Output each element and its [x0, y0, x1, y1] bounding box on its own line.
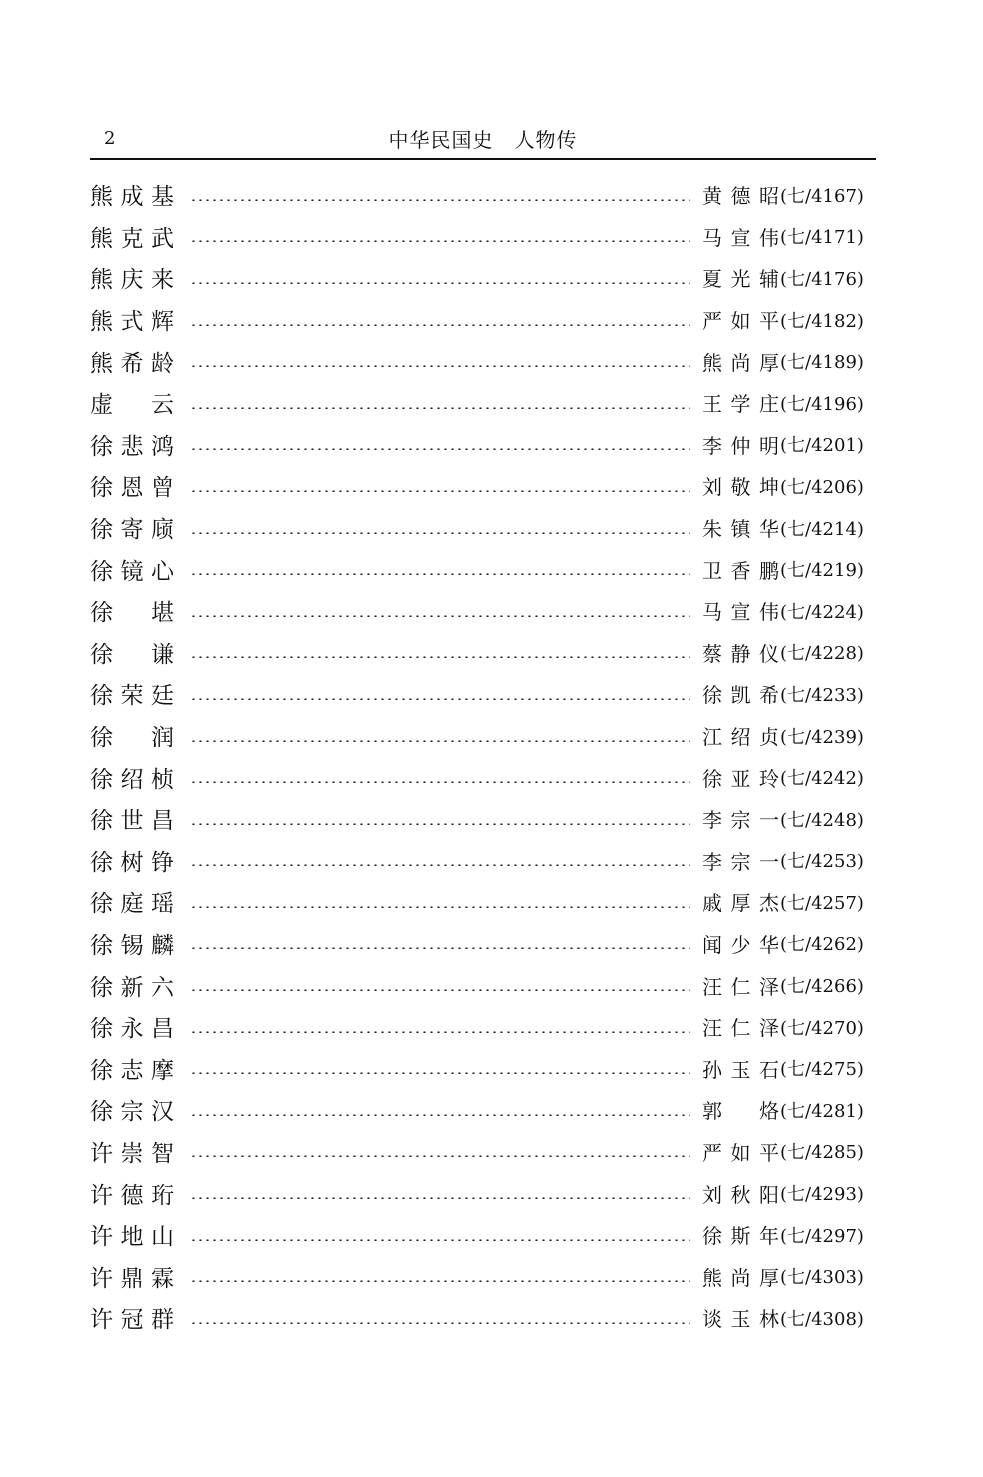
list-item: [90, 1172, 880, 1214]
author-name: 严如平: [702, 309, 780, 334]
dot-leader: [190, 1197, 690, 1199]
list-item: [90, 923, 880, 965]
list-item: [90, 715, 880, 757]
author-name: 戚厚杰: [702, 891, 780, 916]
volume-page-ref: (七/4275): [780, 1059, 864, 1081]
biography-subject: 徐 润: [90, 725, 174, 752]
biography-subject: 徐庭瑶: [90, 891, 174, 918]
biography-subject: 许地山: [90, 1224, 174, 1251]
biography-subject: 徐世昌: [90, 808, 174, 835]
volume-page-ref: (七/4253): [780, 851, 864, 873]
volume-page-ref: (七/4248): [780, 809, 864, 831]
list-item: [90, 1006, 880, 1048]
volume-page-ref: (七/4266): [780, 976, 864, 998]
author-name: 卫香鹏: [702, 558, 780, 583]
page-header: [90, 124, 876, 160]
author-name: 刘敬坤: [702, 475, 780, 500]
list-item: [90, 174, 880, 216]
author-name: 严如平: [702, 1140, 780, 1165]
list-item: [90, 424, 880, 466]
author-name: 马宣伟: [702, 600, 780, 625]
volume-page-ref: (七/4228): [780, 643, 864, 665]
list-item: [90, 1089, 880, 1131]
volume-page-ref: (七/4189): [780, 352, 864, 374]
list-item: [90, 1255, 880, 1297]
volume-page-ref: (七/4281): [780, 1100, 864, 1122]
list-item: [90, 632, 880, 674]
volume-page-ref: (七/4167): [780, 185, 864, 207]
dot-leader: [190, 656, 690, 658]
author-name: 黄德昭: [702, 184, 780, 209]
biography-subject: 许鼎霖: [90, 1265, 174, 1292]
dot-leader: [190, 407, 690, 409]
biography-subject: 熊希龄: [90, 350, 174, 377]
list-item: [90, 840, 880, 882]
dot-leader: [190, 1239, 690, 1241]
list-item: [90, 299, 880, 341]
list-item: [90, 964, 880, 1006]
list-item: [90, 507, 880, 549]
author-name: 汪仁泽: [702, 974, 780, 999]
biography-subject: 徐恩曾: [90, 475, 174, 502]
biography-subject: 徐锡麟: [90, 932, 174, 959]
author-name: 李宗一: [702, 849, 780, 874]
volume-page-ref: (七/4270): [780, 1017, 864, 1039]
dot-leader: [190, 240, 690, 242]
volume-page-ref: (七/4239): [780, 726, 864, 748]
volume-page-ref: (七/4303): [780, 1267, 864, 1289]
dot-leader: [190, 324, 690, 326]
author-name: 谈玉林: [702, 1307, 780, 1332]
author-name: 徐亚玲: [702, 766, 780, 791]
biography-subject: 徐 堪: [90, 600, 174, 627]
volume-page-ref: (七/4257): [780, 892, 864, 914]
author-name: 江绍贞: [702, 725, 780, 750]
volume-page-ref: (七/4214): [780, 518, 864, 540]
biography-subject: 徐荣廷: [90, 683, 174, 710]
biography-subject: 徐新六: [90, 974, 174, 1001]
dot-leader: [190, 989, 690, 991]
dot-leader: [190, 1280, 690, 1282]
author-name: 郭 烙: [702, 1099, 780, 1124]
dot-leader: [190, 1155, 690, 1157]
volume-page-ref: (七/4176): [780, 268, 864, 290]
dot-leader: [190, 615, 690, 617]
author-name: 汪仁泽: [702, 1016, 780, 1041]
list-item: [90, 548, 880, 590]
biography-subject: 徐永昌: [90, 1016, 174, 1043]
biography-subject: 徐志摩: [90, 1057, 174, 1084]
list-item: [90, 756, 880, 798]
biography-subject: 徐寄庼: [90, 517, 174, 544]
list-item: [90, 1131, 880, 1173]
biography-subject: 熊克武: [90, 225, 174, 252]
volume-page-ref: (七/4293): [780, 1184, 864, 1206]
biography-subject: 徐宗汉: [90, 1099, 174, 1126]
dot-leader: [190, 740, 690, 742]
list-item: [90, 216, 880, 258]
biography-subject: 徐悲鸿: [90, 433, 174, 460]
dot-leader: [190, 864, 690, 866]
dot-leader: [190, 698, 690, 700]
author-name: 蔡静仪: [702, 641, 780, 666]
biography-subject: 徐树铮: [90, 849, 174, 876]
author-name: 刘秋阳: [702, 1182, 780, 1207]
table-of-contents: [90, 174, 880, 1339]
dot-leader: [190, 282, 690, 284]
author-name: 徐斯年: [702, 1224, 780, 1249]
list-item: [90, 590, 880, 632]
volume-page-ref: (七/4171): [780, 227, 864, 249]
list-item: [90, 382, 880, 424]
dot-leader: [190, 1072, 690, 1074]
dot-leader: [190, 199, 690, 201]
dot-leader: [190, 365, 690, 367]
volume-page-ref: (七/4233): [780, 684, 864, 706]
biography-subject: 虚 云: [90, 392, 174, 419]
author-name: 李宗一: [702, 808, 780, 833]
dot-leader: [190, 490, 690, 492]
list-item: [90, 465, 880, 507]
biography-subject: 徐 谦: [90, 641, 174, 668]
biography-subject: 许德珩: [90, 1182, 174, 1209]
list-item: [90, 257, 880, 299]
biography-subject: 熊庆来: [90, 267, 174, 294]
volume-page-ref: (七/4224): [780, 601, 864, 623]
volume-page-ref: (七/4308): [780, 1308, 864, 1330]
dot-leader: [190, 823, 690, 825]
volume-page-ref: (七/4201): [780, 435, 864, 457]
list-item: [90, 340, 880, 382]
biography-subject: 熊成基: [90, 184, 174, 211]
dot-leader: [190, 532, 690, 534]
dot-leader: [190, 1322, 690, 1324]
biography-subject: 许冠群: [90, 1307, 174, 1334]
author-name: 夏光辅: [702, 267, 780, 292]
volume-page-ref: (七/4182): [780, 310, 864, 332]
volume-page-ref: (七/4206): [780, 476, 864, 498]
list-item: [90, 881, 880, 923]
dot-leader: [190, 906, 690, 908]
running-title: 中华民国史 人物传: [388, 128, 578, 152]
author-name: 马宣伟: [702, 225, 780, 250]
author-name: 徐凯希: [702, 683, 780, 708]
volume-page-ref: (七/4196): [780, 393, 864, 415]
biography-subject: 许崇智: [90, 1140, 174, 1167]
dot-leader: [190, 448, 690, 450]
volume-page-ref: (七/4242): [780, 768, 864, 790]
dot-leader: [190, 947, 690, 949]
author-name: 熊尚厚: [702, 350, 780, 375]
volume-page-ref: (七/4285): [780, 1142, 864, 1164]
list-item: [90, 1047, 880, 1089]
author-name: 孙玉石: [702, 1057, 780, 1082]
biography-subject: 熊式辉: [90, 309, 174, 336]
page-number: 2: [104, 128, 116, 149]
list-item: [90, 798, 880, 840]
dot-leader: [190, 1114, 690, 1116]
author-name: 闻少华: [702, 932, 780, 957]
author-name: 熊尚厚: [702, 1265, 780, 1290]
volume-page-ref: (七/4297): [780, 1225, 864, 1247]
biography-subject: 徐绍桢: [90, 766, 174, 793]
dot-leader: [190, 781, 690, 783]
dot-leader: [190, 1031, 690, 1033]
volume-page-ref: (七/4262): [780, 934, 864, 956]
list-item: [90, 1214, 880, 1256]
volume-page-ref: (七/4219): [780, 560, 864, 582]
author-name: 王学庄: [702, 392, 780, 417]
biography-subject: 徐镜心: [90, 558, 174, 585]
dot-leader: [190, 573, 690, 575]
list-item: [90, 673, 880, 715]
author-name: 李仲明: [702, 433, 780, 458]
author-name: 朱镇华: [702, 517, 780, 542]
list-item: [90, 1297, 880, 1339]
